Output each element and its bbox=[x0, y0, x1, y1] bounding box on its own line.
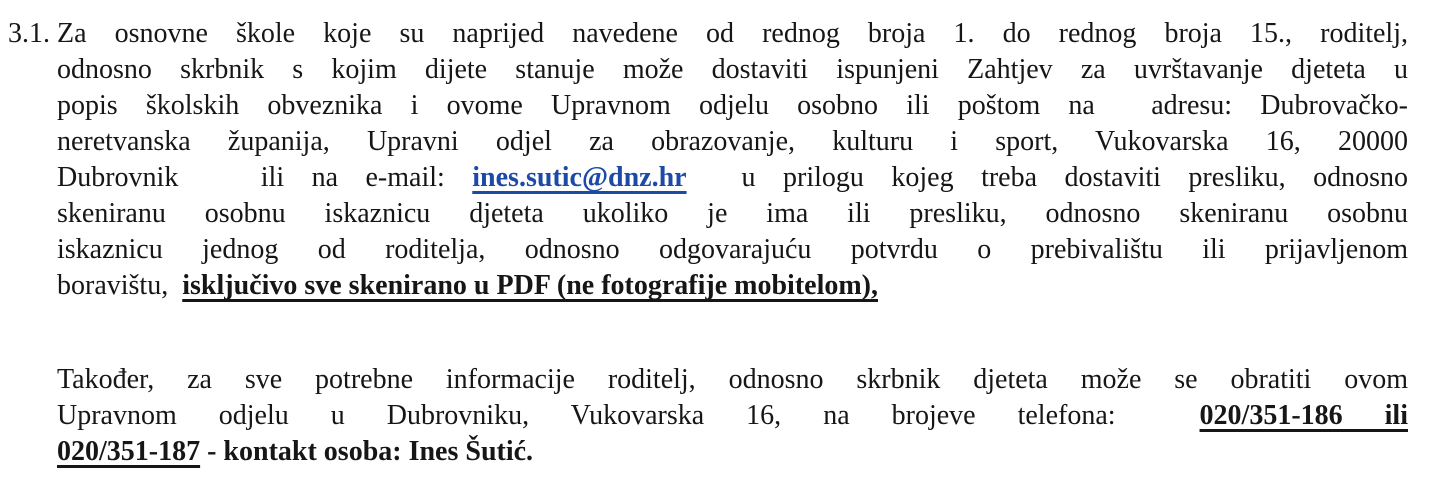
section-number: 3.1. bbox=[8, 18, 50, 49]
paragraph-1 bbox=[8, 16, 1409, 304]
document-line bbox=[57, 196, 1408, 232]
email-link[interactable]: ines.sutic@dnz.hr bbox=[472, 162, 687, 193]
text-segment: Za osnovne škole koje su naprijed navedene od rednog broja 1. do rednog broja 15., roditelj, bbox=[57, 18, 1408, 49]
text-segment: u prilogu kojeg treba dostaviti presliku, odnosno bbox=[686, 162, 1409, 193]
document-line bbox=[57, 88, 1408, 124]
text-segment: Upravnom odjelu u Dubrovniku, Vukovarska 16, na brojeve telefona: bbox=[57, 400, 1200, 431]
text-segment: odnosno skrbnik s kojim dijete stanuje može dostaviti ispunjeni Zahtjev za uvrštavanje djeteta u bbox=[57, 54, 1408, 85]
document-line bbox=[57, 52, 1408, 88]
emphasis-bold: - kontakt osoba: Ines Šutić. bbox=[200, 436, 534, 467]
paragraph-2 bbox=[57, 362, 1408, 470]
text-segment: popis školskih obveznika i ovome Upravnom odjelu osobno ili poštom na adresu: Dubrovačko- bbox=[57, 90, 1408, 121]
text-segment: Dubrovnik ili na e-mail: bbox=[57, 162, 473, 193]
emphasis-underlined: isključivo sve skenirano u PDF (ne fotografije mobitelom), bbox=[182, 270, 878, 301]
text-segment: neretvanska županija, Upravni odjel za obrazovanje, kulturu i sport, Vukovarska 16, 20000 bbox=[57, 126, 1408, 157]
text-segment: boravištu, bbox=[57, 270, 183, 301]
text-segment: iskaznicu jednog od roditelja, odnosno odgovarajuću potvrdu o prebivalištu ili prijavljenom bbox=[57, 234, 1408, 265]
text-segment: skeniranu osobnu iskaznicu djeteta ukoliko je ima ili presliku, odnosno skeniranu osobnu bbox=[57, 198, 1408, 229]
emphasis-underlined: 020/351-187 bbox=[57, 436, 201, 467]
document-line bbox=[57, 268, 1408, 304]
document-line bbox=[57, 16, 1408, 52]
emphasis-underlined: 020/351-186 ili bbox=[1199, 400, 1408, 431]
text-segment: Također, za sve potrebne informacije roditelj, odnosno skrbnik djeteta može se obratiti ovom bbox=[57, 364, 1408, 395]
document-line bbox=[57, 232, 1408, 268]
document-line bbox=[57, 398, 1408, 434]
document-line bbox=[57, 124, 1408, 160]
document-line bbox=[57, 434, 1408, 470]
document-line bbox=[57, 362, 1408, 398]
paragraph-2-lines bbox=[57, 362, 1408, 470]
document-line bbox=[57, 160, 1408, 196]
paragraph-1-lines bbox=[57, 16, 1408, 304]
